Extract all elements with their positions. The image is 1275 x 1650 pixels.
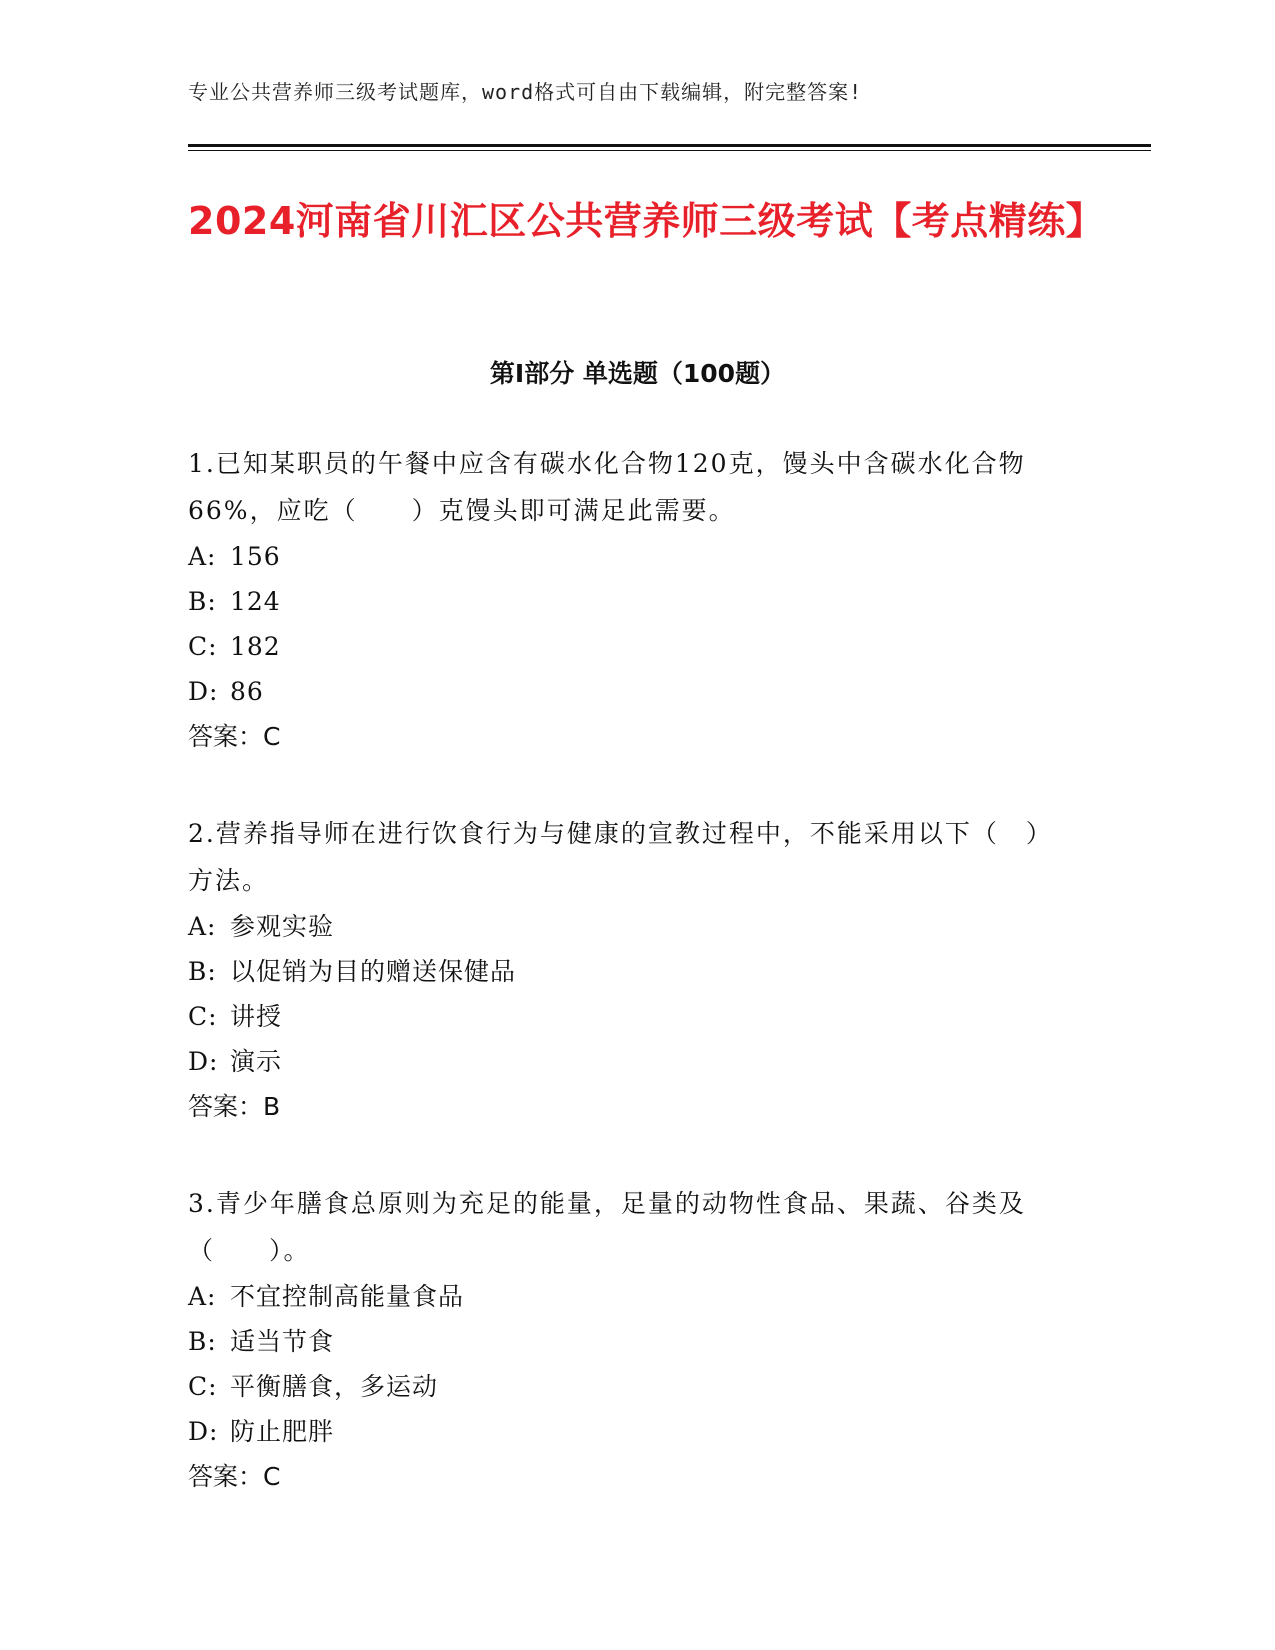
- question-option: [188, 1364, 1068, 1409]
- option-letter: A:: [188, 912, 217, 941]
- option-text: 讲授: [230, 1002, 283, 1031]
- question-option: [188, 669, 1068, 714]
- option-text: 不宜控制高能量食品: [230, 1282, 465, 1311]
- option-letter: C:: [188, 632, 218, 661]
- question-option: [188, 1409, 1068, 1454]
- question-stem: 2.营养指导师在进行饮食行为与健康的宣教过程中，不能采用以下（ ）方法。: [188, 819, 1053, 895]
- question-option: [188, 994, 1068, 1039]
- answer-value: B: [263, 1092, 281, 1121]
- question-list: [188, 440, 1068, 1550]
- option-letter: A:: [188, 542, 217, 571]
- header-rule-thin: [188, 150, 1151, 151]
- question: [188, 1180, 1068, 1500]
- answer-line: [188, 1084, 1068, 1130]
- option-letter: B:: [188, 1327, 217, 1356]
- option-letter: B:: [188, 957, 217, 986]
- option-text: 防止肥胖: [230, 1417, 335, 1446]
- option-letter: A:: [188, 1282, 217, 1311]
- answer-line: [188, 714, 1068, 760]
- option-text: 参观实验: [230, 912, 335, 941]
- question: [188, 440, 1068, 760]
- question-option: [188, 904, 1068, 949]
- question-option: [188, 1319, 1068, 1364]
- option-letter: C:: [188, 1002, 218, 1031]
- option-text: 平衡膳食，多运动: [230, 1372, 439, 1401]
- option-letter: D:: [188, 677, 219, 706]
- answer-value: C: [263, 1462, 281, 1491]
- answer-value: C: [263, 722, 281, 751]
- answer-line: [188, 1454, 1068, 1500]
- option-letter: D:: [188, 1417, 219, 1446]
- option-text: 86: [230, 677, 264, 706]
- question-option: [188, 1274, 1068, 1319]
- header-rule-thick: [188, 144, 1151, 147]
- question-option: [188, 1039, 1068, 1084]
- question-stem: 3.青少年膳食总原则为充足的能量，足量的动物性食品、果蔬、谷类及（ ）。: [188, 1189, 1026, 1265]
- question-option: [188, 579, 1068, 624]
- section-title: 第I部分 单选题（100题）: [489, 359, 786, 388]
- option-text: 以促销为目的赠送保健品: [230, 957, 517, 986]
- option-text: 适当节食: [230, 1327, 335, 1356]
- option-text: 156: [230, 542, 281, 571]
- document-title: 2024河南省川汇区公共营养师三级考试【考点精练】: [188, 199, 1105, 243]
- question-option: [188, 534, 1068, 579]
- header-note: 专业公共营养师三级考试题库，word格式可自由下载编辑，附完整答案!: [188, 80, 863, 104]
- answer-label: 答案：: [188, 1462, 264, 1491]
- option-letter: D:: [188, 1047, 219, 1076]
- option-text: 182: [230, 632, 281, 661]
- answer-label: 答案：: [188, 722, 264, 751]
- question-option: [188, 949, 1068, 994]
- option-text: 演示: [230, 1047, 283, 1076]
- question-stem: 1.已知某职员的午餐中应含有碳水化合物120克，馒头中含碳水化合物66%，应吃（ ）克馒头即可满足此需要。: [188, 449, 1026, 525]
- option-letter: B:: [188, 587, 217, 616]
- question-option: [188, 624, 1068, 669]
- option-text: 124: [230, 587, 281, 616]
- option-letter: C:: [188, 1372, 218, 1401]
- answer-label: 答案：: [188, 1092, 264, 1121]
- question: [188, 810, 1068, 1130]
